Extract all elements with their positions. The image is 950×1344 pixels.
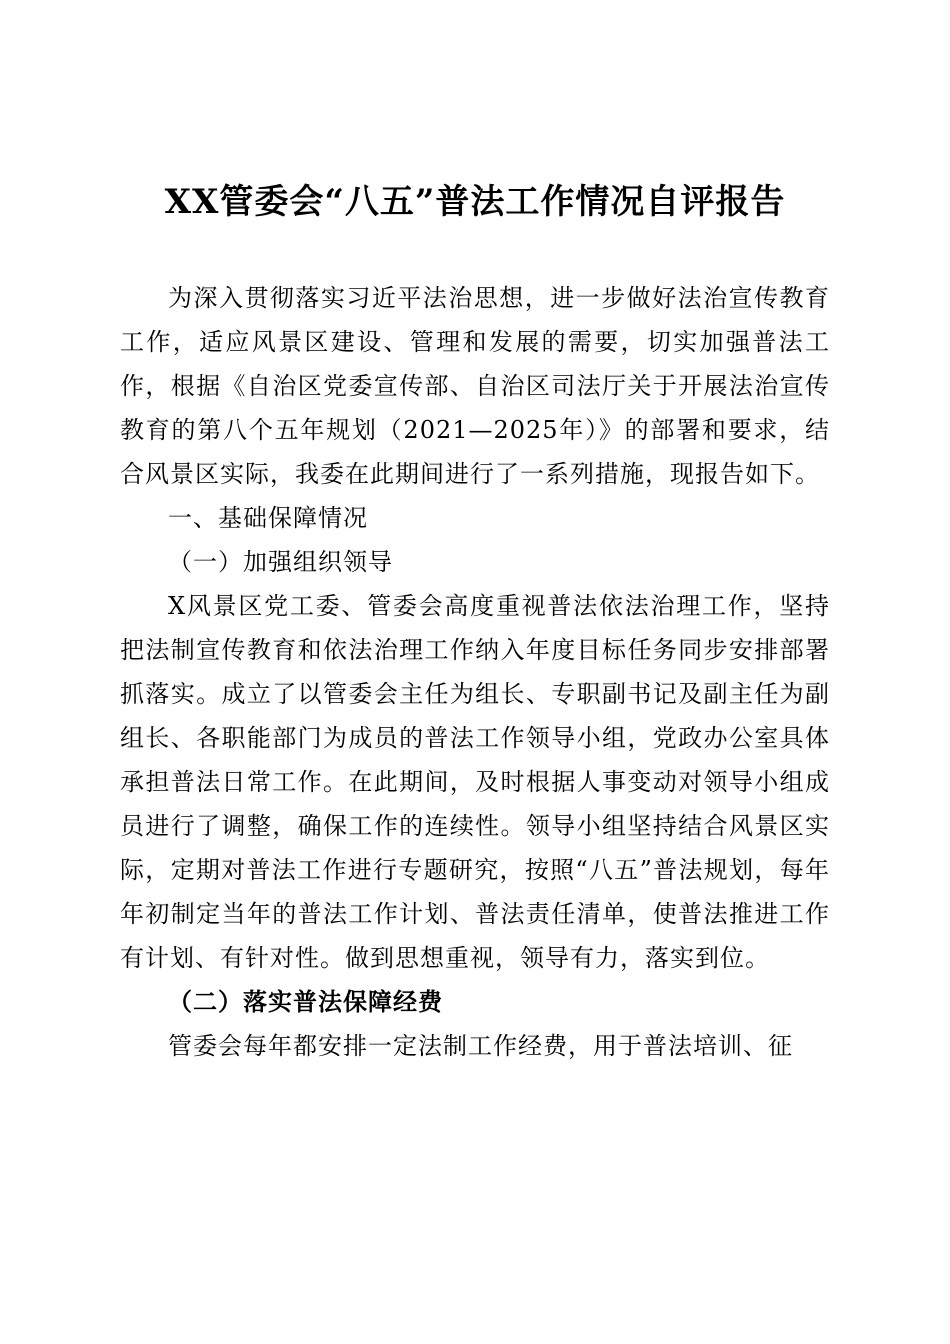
subsection-heading: （一）加强组织领导 (168, 548, 393, 576)
subsection-paragraph: X风景区党工委、管委会高度重视普法依法治理工作，坚持把法制宣传教育和依法治理工作纳入年度目标任务同步安排部署抓落实。成立了以管委会主任为组长、专职副书记及副主任为副组长、各职能部门为成员的普法工作领导小组，党政办公室具体承担普法日常工作。在此期间，及时根据人事变动对领导小组成员进行了调整，确保工作的连续性。领导小组坚持结合风景区实际，定期对普法工作进行专题研究，按照“八五”普法规划，每年年初制定当年的普法工作计划、普法责任清单，使普法推进工作有计划、有针对性。做到思想重视，领导有力，落实到位。 (120, 592, 830, 972)
subsection-paragraph: 管委会每年都安排一定法制工作经费，用于普法培训、征 (168, 1032, 793, 1060)
document-body (120, 276, 830, 1068)
subsection-heading: （二）落实普法保障经费 (168, 987, 443, 1016)
document-title: XX管委会“八五”普法工作情况自评报告 (164, 182, 786, 222)
intro-paragraph: 为深入贯彻落实习近平法治思想，进一步做好法治宣传教育工作，适应风景区建设、管理和发展的需要，切实加强普法工作，根据《自治区党委宣传部、自治区司法厅关于开展法治宣传教育的第八个五年规划（2021—2025年）》的部署和要求，结合风景区实际，我委在此期间进行了一系列措施，现报告如下。 (120, 284, 830, 488)
section-heading: 一、基础保障情况 (168, 504, 368, 532)
